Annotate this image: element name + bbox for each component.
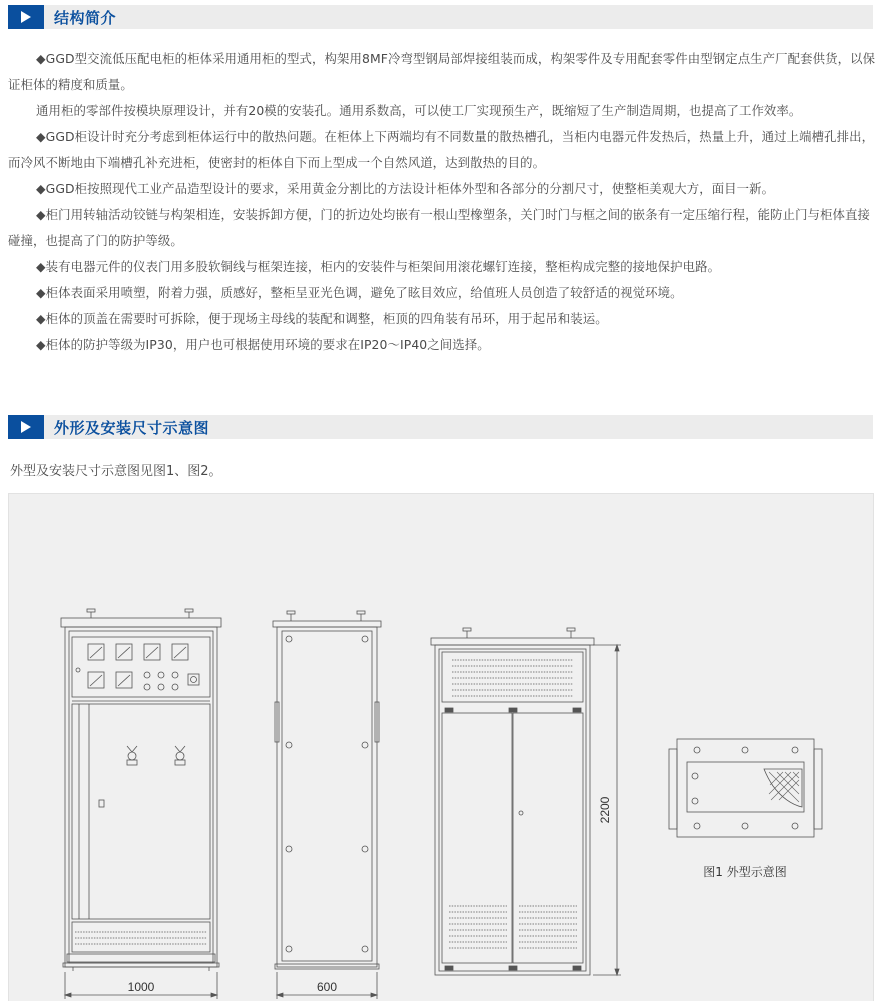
- section-header-dimensions: [8, 415, 873, 439]
- dimension-label-height: 2200: [598, 796, 612, 824]
- play-arrow-icon: [8, 5, 44, 29]
- front-view: [61, 609, 221, 999]
- figure-intro-text: 外型及安装尺寸示意图见图1、图2。: [10, 464, 222, 479]
- intro-paragraph: 通用柜的零部件按模块原理设计，并有20模的安装孔。通用系数高，可以使工厂实现预生产，既缩短了生产制造周期，也提高了工作效率。: [36, 103, 802, 118]
- intro-paragraph: ◆柜体的顶盖在需要时可拆除，便于现场主母线的装配和调整，柜顶的四角装有吊环，用于起吊和装运。: [36, 311, 608, 326]
- intro-paragraph: ◆柜体表面采用喷塑，附着力强，质感好，整柜呈亚光色调，避免了眩目效应，给值班人员创造了较舒适的视觉环境。: [36, 285, 683, 300]
- intro-paragraph: ◆柜门用转轴活动铰链与构架相连，安装拆卸方便，门的折边处均嵌有一根山型橡塑条，关门时门与框之间的嵌条有一定压缩行程，能防止门与柜体直接碰撞，也提高了门的防护等级。: [8, 207, 871, 248]
- intro-paragraph: ◆装有电器元件的仪表门用多股软铜线与框架连接，柜内的安装件与柜架间用滚花螺钉连接，整柜构成完整的接地保护电路。: [36, 259, 721, 274]
- dimension-label-width: 1000: [127, 980, 155, 994]
- cabinet-drawing: [9, 494, 875, 1001]
- intro-paragraph: ◆柜体的防护等级为IP30，用户也可根据使用环境的要求在IP20～IP40之间选择。: [36, 337, 490, 352]
- dimension-figure: [8, 493, 874, 1001]
- side-view: [273, 611, 381, 999]
- section-title: 外形及安装尺寸示意图: [54, 418, 210, 437]
- figure-caption: 图1 外型示意图: [703, 865, 787, 879]
- intro-paragraph: ◆GGD柜按照现代工业产品造型设计的要求，采用黄金分割比的方法设计柜体外型和各部分的分割尺寸，使整柜美观大方，面目一新。: [36, 181, 775, 196]
- rear-view: [431, 628, 621, 975]
- section-title: 结构简介: [54, 8, 117, 27]
- intro-paragraph: ◆GGD型交流低压配电柜的柜体采用通用柜的型式，构架用8MF冷弯型钢局部焊接组装而成，构架零件及专用配套零件由型钢定点生产厂配套供货，以保证柜体的精度和质量。: [8, 51, 876, 92]
- section-header-structure: [8, 5, 873, 29]
- dimension-label-depth: 600: [316, 980, 338, 994]
- intro-paragraph: ◆GGD柜设计时充分考虑到柜体运行中的散热问题。在柜体上下两端均有不同数量的散热槽孔，当柜内电器元件发热后，热量上升，通过上端槽孔排出，而冷风不断地由下端槽孔补充进柜，使密封的柜体自下而上型成一个自然风道，达到散热的目的。: [8, 129, 875, 170]
- intro-text: [8, 46, 876, 358]
- play-arrow-icon: [8, 415, 44, 439]
- base-view: [669, 739, 822, 837]
